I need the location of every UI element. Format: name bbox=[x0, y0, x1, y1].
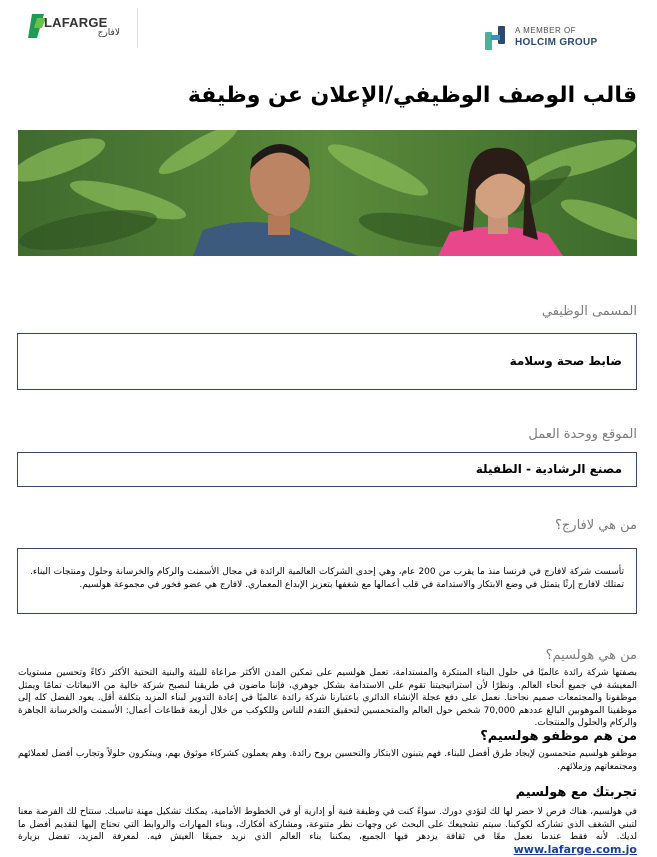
lafarge-website-link[interactable]: www.lafarge.com.jo bbox=[513, 842, 637, 856]
experience-text bbox=[18, 806, 637, 857]
lafarge-logo-text: LAFARGE bbox=[44, 15, 108, 30]
hero-photo bbox=[18, 130, 637, 256]
job-title-label: المسمى الوظيفي bbox=[541, 304, 637, 319]
header-divider bbox=[137, 8, 138, 48]
holcim-group-name: HOLCIM GROUP bbox=[515, 37, 598, 48]
employees-text: موظفو هولسيم متحمسون لإيجاد طرق أفضل للبناء. فهم يتبنون الابتكار والتحسين بروح رائدة. وهم يعملون كشركاء موثوق بهم، ويبتكرون حلولاً وتجارب أفضل لعملائهم ومجتمعاتهم وزملائهم. bbox=[18, 749, 637, 772]
job-title-value: ضابط صحة وسلامة bbox=[509, 354, 622, 368]
page-title: قالب الوصف الوظيفي/الإعلان عن وظيفة bbox=[187, 83, 637, 108]
experience-body: في هولسيم، هناك فرص لا حصر لها لك لتؤدي دورك. سواءً كنت في وظيفة فنية أو إدارية أو في الخطوط الأمامية، يمكنك تشكيل مهنة تناسبك. ستتاح لك الفرصة معنا لتبني الشغف الذي تشاركه لكوكبنا. سيتم تشجيعك على البحث عن وجهات نظر متنوعة، ومشاركة أفكارك، وبناء المهارات والروابط التي تحتاج إليها لتقديم أفضل ما لديك. لأنه فقط عندما نعمل معًا في ثقافة يزدهر فيها الجميع، يمكننا بناء العالم الذي نريد جميعًا العيش فيه. لمعرفة المزيد، تفضل بزيارة bbox=[18, 807, 637, 842]
employees-heading: من هم موظفو هولسيم؟ bbox=[480, 729, 637, 744]
about-lafarge-text: تأسست شركة لافارج في فرنسا منذ ما يقرب من 200 عام، وهي إحدى الشركات العالمية الرائدة في مجال الأسمنت والركام والخرسانة وحلول ومنتجات البناء. تمتلك لافارج إرثًا يتمثل في وضع الابتكار والاستدامة في قلب أعمالها مع شغفها بتعزيز الإبداع المعماري. لافارج هي عضو فخور في مجموعة هولسيم. bbox=[30, 567, 624, 590]
lafarge-logo-arabic: لافارج bbox=[97, 28, 120, 38]
lafarge-logo bbox=[28, 14, 120, 40]
experience-heading: تجربتك مع هولسيم bbox=[515, 785, 637, 800]
location-value: مصنع الرشادية - الطفيلة bbox=[475, 462, 622, 476]
holcim-logo bbox=[482, 24, 622, 54]
location-label: الموقع ووحدة العمل bbox=[528, 427, 637, 442]
about-holcim-heading: من هي هولسيم؟ bbox=[545, 648, 637, 663]
location-box bbox=[17, 452, 637, 487]
about-lafarge-heading: من هي لافارج؟ bbox=[555, 518, 637, 533]
holcim-tagline: A MEMBER OF bbox=[515, 26, 577, 35]
hero-photo-graphic bbox=[18, 130, 637, 256]
holcim-h-icon bbox=[482, 24, 510, 52]
job-title-box bbox=[17, 333, 637, 390]
about-holcim-text: بصفتها شركة رائدة عالميًا في حلول البناء المبتكرة والمستدامة، تعمل هولسيم على تمكين المدن الأكثر مراعاة للبيئة والبنية التحتية الأكثر ذكاءً وتحسين مستويات المعيشة في جميع أنحاء العالم. ونظرًا لأن استراتيجيتنا تقوم على الاستدامة بشكل جوهري، فإننا ماضون في طريقنا لنصبح شركة خالية من الانبعاثات تمامًا ويمثل موظفونا والمجتمعات صميم نجاحنا. نعمل على دفع عجلة الإنشاء الدائري باعتبارنا شركة رائدة عالميًا في إعادة التدوير لبناء المزيد بتكلفة أقل. يعود الفضل كله إلى موظفينا الموهوبين البالغ عددهم 70,000 شخص حول العالم والمتحمسين لتحقيق التقدم للناس وللكوكب من خلال أربعة قطاعات أعمال: الأسمنت والخرسانة الجاهزة والركام والحلول والمنتجات. bbox=[18, 668, 637, 728]
about-lafarge-box bbox=[17, 548, 637, 614]
